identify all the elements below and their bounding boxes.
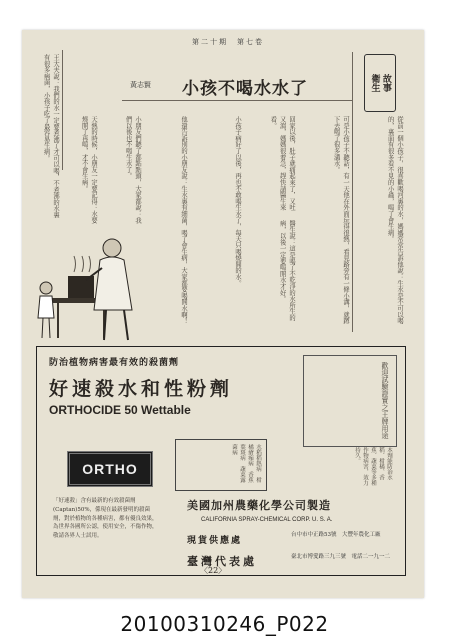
ad-product-english: ORTHOCIDE 50 Wettable bbox=[49, 403, 191, 417]
ad-description: 「好速殺」含有最新的有效殺菌劑(Captan)50%，係現在最新發明的殺菌劑，對於植物的各種病害，都有優良效果，為世界各國所公認，使用安全，不傷作物，敬請各界人士試用。 bbox=[53, 498, 158, 540]
crop-list-box bbox=[175, 439, 267, 491]
article-paragraph: 醫生說：這是喝了不乾淨的水所生的病，以後一定要喝開水才好。 bbox=[278, 220, 295, 321]
issue-header: 第二十期 第七卷 bbox=[192, 38, 264, 46]
ad-note-text: 歡迎試驗證實之王牌用途 bbox=[381, 362, 389, 439]
column-rule bbox=[352, 52, 353, 332]
article-paragraph: 他還告訴別的小朋友說：生水裏有細菌，喝了會生病，大家都要喝開水啊！ bbox=[180, 116, 187, 324]
article-paragraph: 天熱的時候，小朋友一定要記得：水要燒開了再喝，才不會生病。 bbox=[80, 116, 97, 224]
side-note: 王大夫說：我們的水一定要煮沸了才可以喝，不煮沸的水裏有很多病菌，小孩子吃了最容易生病。 bbox=[42, 54, 59, 218]
column-badge bbox=[364, 54, 396, 112]
address-2: 臺北市博愛路三九三號 電話二一九一二 bbox=[291, 554, 391, 560]
badge-line: 衛生 bbox=[369, 74, 380, 92]
address-1: 台中市中正路53號 大豐年農化工廠 bbox=[291, 532, 381, 538]
ortho-logo: ORTHO bbox=[67, 451, 153, 487]
company-english: CALIFORNIA SPRAY-CHEMICAL CORP. U. S. A. bbox=[201, 517, 333, 523]
archive-caption: 20100310246_P022 bbox=[120, 612, 329, 636]
column-rule bbox=[62, 50, 63, 170]
orthocide-advertisement bbox=[36, 346, 406, 576]
article-paragraph: 小孩子病好了以後，再也不敢喝生水了，每天只喝燒開的水。 bbox=[234, 116, 241, 287]
badge-line: 故事 bbox=[380, 74, 391, 92]
ad-headline: 防治植物病害最有效的殺菌劑 bbox=[49, 358, 180, 368]
magazine-page bbox=[22, 30, 424, 598]
ad-note-box bbox=[303, 355, 397, 447]
usage-text-box bbox=[287, 447, 393, 487]
article-paragraph: 可是小孩子不聽話，有一天他在外面玩得很熱，看見路旁有一條小溝，就蹲下去喝了很多溝水。 bbox=[332, 116, 349, 324]
page-number: 〈22〉 bbox=[200, 566, 227, 575]
article-paragraph: 小朋友們聽了都點點頭，大家都說：我們以後也不喝生水了。 bbox=[124, 116, 141, 224]
company-name: 美國加州農藥化學公司製造 bbox=[187, 499, 331, 512]
taiwan-agency: 臺灣代表處 bbox=[187, 555, 257, 568]
ad-product-name: 好速殺水和性粉劑 bbox=[49, 378, 234, 400]
article-title: 小孩不喝水水了 bbox=[182, 79, 308, 99]
supply-line: 現貨供應處 bbox=[187, 536, 243, 546]
doctor-child-illustration bbox=[32, 228, 142, 346]
article-paragraph: 從前一個小孩子，很喜歡喝河裏的水，媽媽常常告訴他說：生水是不可以喝的，裏面有很多看不見的小蟲，喝了會生病。 bbox=[386, 116, 403, 324]
crop-list-text: 水稻稻熱病 柑橘瘡痂病 香蕉葉斑病 蔬菜露菌病 bbox=[231, 444, 261, 483]
article-paragraph: 回家以後，肚子就痛起來了，又吐又瀉，媽媽很着急，趕快請醫生來看。 bbox=[269, 116, 295, 211]
article-author: 黃志賢 bbox=[130, 81, 151, 89]
title-rule bbox=[122, 100, 352, 101]
usage-text: 本劑能防治水稻、柑橘、香蕉、蔬菜等多種作物病害，效力持久。 bbox=[354, 447, 392, 486]
